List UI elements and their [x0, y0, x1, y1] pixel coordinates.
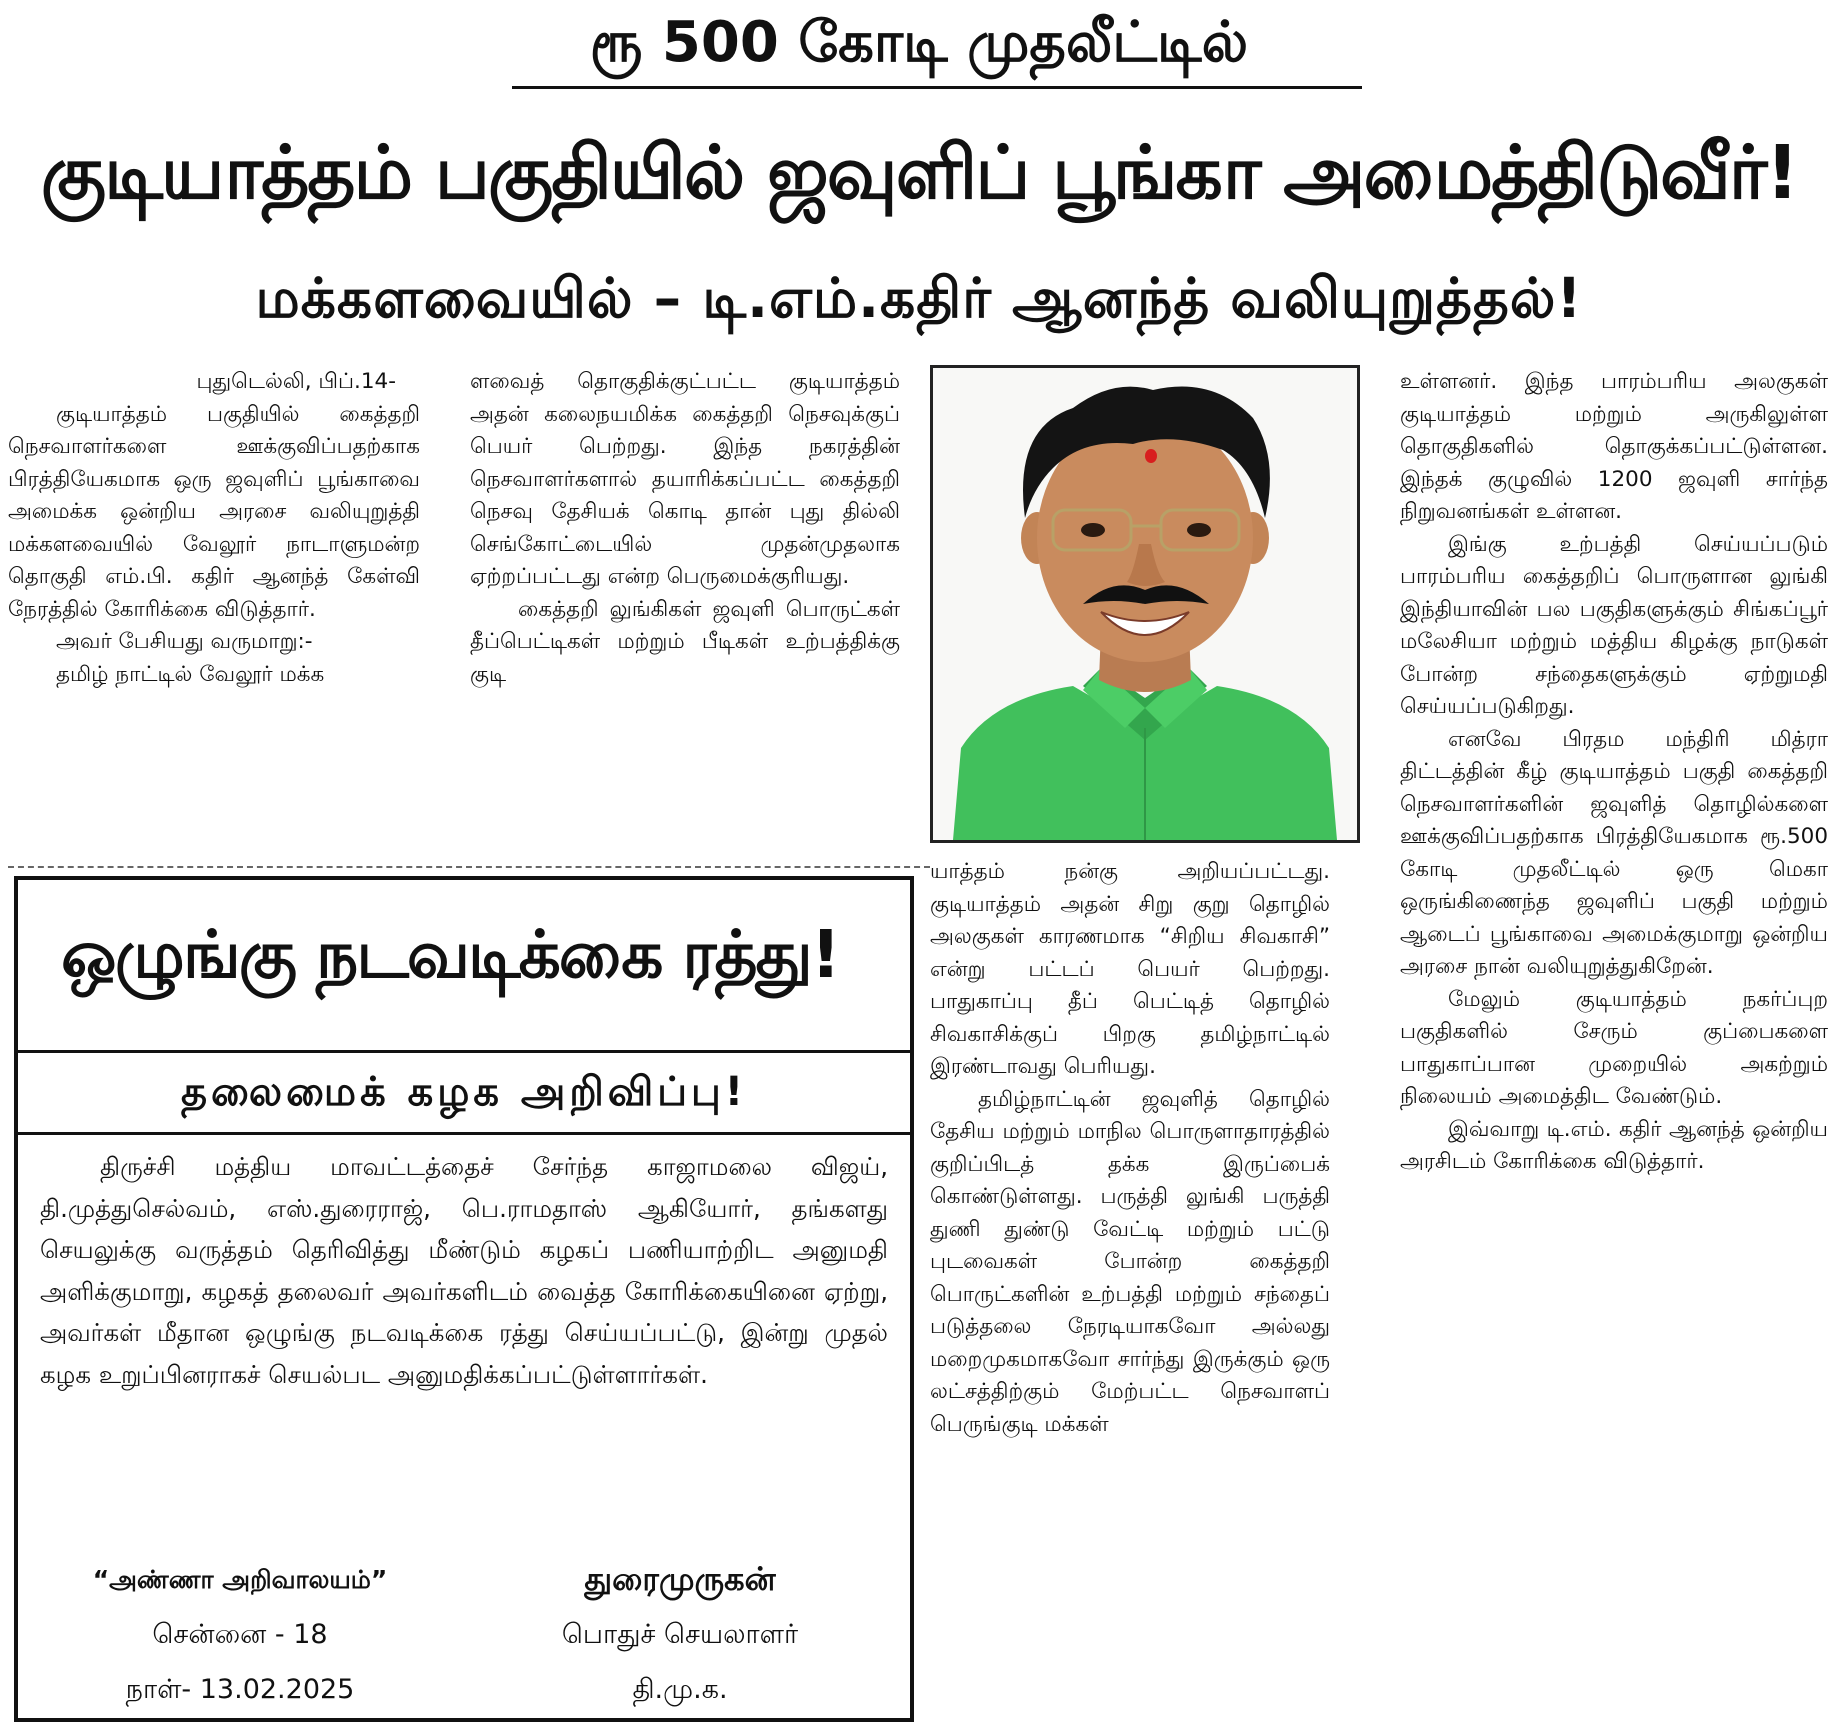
- notice-body-text: திருச்சி மத்திய மாவட்டத்தைச் சேர்ந்த காஜாமலை விஜய், தி.முத்துசெல்வம், எஸ்.துரைராஜ், பெ.ராமதாஸ் ஆகியோர், தங்களது செயலுக்கு வருத்தம் தெரிவித்து மீண்டும் கழகப் பணியாற்றிட அனுமதி அளிக்குமாறு, கழகத் தலைவர் அவர்களிடம் வைத்த கோரிக்கையினை ஏற்று, அவர்கள் மீதான ஒழுங்கு நடவடிக்கை ரத்து செய்யப்பட்டு, இன்று முதல் கழக உறுப்பினராகச் செயல்பட அனுமதிக்கப்பட்டுள்ளார்கள்.: [40, 1152, 888, 1389]
- col2-paragraph-1: ளவைத் தொகுதிக்குட்பட்ட குடியாத்தம் அதன் கலைநயமிக்க கைத்தறி நெசவுக்குப் பெயர் பெற்றது. இந்த நகரத்தின் நெசவாளர்களால் தயாரிக்கப்பட்ட கைத்தறி நெசவு தேசியக் கொடி தான் புது தில்லி செங்கோட்டையில் முதன்முதலாக ஏற்றப்பட்டது என்ற பெருமைக்குரியது.: [470, 369, 900, 589]
- notice-signature-right: [470, 1552, 890, 1717]
- col4-paragraph-3: எனவே பிரதம மந்திரி மித்ரா திட்டத்தின் கீழ் குடியாத்தம் பகுதி கைத்தறி நெசவாளர்களின் ஜவுளித் தொழில்களை ஊக்குவிப்பதற்காக பிரத்தியேகமாக ரூ.500 கோடி முதலீட்டில் ஒரு மெகா ஒருங்கிணைந்த ஜவுளிப் பகுதி மற்றும் ஆடைப் பூங்காவை அமைக்குமாறு ஒன்றிய அரசை நான் வலியுறுத்துகிறேன்.: [1400, 726, 1828, 979]
- notice-signature-left: [40, 1552, 440, 1717]
- col4-paragraph-2: இங்கு உற்பத்தி செய்யப்படும் பாரம்பரிய கைத்தறிப் பொருளான லுங்கி இந்தியாவின் பல பகுதிகளுக்கும் சிங்கப்பூர் மலேசியா மற்றும் மத்திய கிழக்கு நாடுகள் போன்ற சந்தைகளுக்கும் ஏற்றுமதி செய்யப்படுகிறது.: [1400, 531, 1828, 719]
- notice-subtitle: தலைமைக் கழக அறிவிப்பு!: [180, 1069, 748, 1115]
- col3-paragraph-1: யாத்தம் நன்கு அறியப்பட்டது. குடியாத்தம் அதன் சிறு குறு தொழில் அலகுகள் காரணமாக “சிறிய சிவகாசி” என்று பட்டப் பெயர் பெற்றது. பாதுகாப்பு தீப் பெட்டித் தொழில் சிவகாசிக்குப் பிறகு தமிழ்நாட்டில் இரண்டாவது பெரியது.: [930, 859, 1330, 1079]
- main-headline: குடியாத்தம் பகுதியில் ஜவுளிப் பூங்கா அமைத்திடுவீர்!: [40, 130, 1798, 216]
- dashed-divider: [8, 866, 930, 868]
- article-column-4: [1400, 366, 1828, 1179]
- kicker-underline: [512, 86, 1362, 89]
- col1-paragraph-3: தமிழ் நாட்டில் வேலூர் மக்க: [56, 661, 325, 687]
- notice-title: ஒழுங்கு நடவடிக்கை ரத்து!: [61, 916, 839, 993]
- col2-paragraph-2: கைத்தறி லுங்கிகள் ஜவுளி பொருட்கள் தீப்பெட்டிகள் மற்றும் பீடிகள் உற்பத்திக்கு குடி: [470, 596, 900, 687]
- office-city: சென்னை - 18: [152, 1619, 328, 1650]
- article-column-2: [470, 366, 900, 691]
- col1-paragraph-1: குடியாத்தம் பகுதியில் கைத்தறி நெசவாளர்களை ஊக்குவிப்பதற்காக பிரத்தியேகமாக ஒரு ஜவுளிப் பூங்காவை அமைக்க ஒன்றிய அரசை வலியுறுத்தி மக்களவையில் வேலூர் நாடாளுமன்ற தொகுதி எம்.பி. கதிர் ஆனந்த் கேள்வி நேரத்தில் கோரிக்கை விடுத்தார்.: [8, 401, 420, 622]
- col4-paragraph-4: மேலும் குடியாத்தம் நகர்ப்புற பகுதிகளில் சேரும் குப்பைகளை பாதுகாப்பான முறையில் அகற்றும் நிலையம் அமைத்திட வேண்டும்.: [1400, 986, 1828, 1109]
- dateline: புதுடெல்லி, பிப்.14-: [196, 369, 396, 394]
- article-column-3: [930, 856, 1330, 1441]
- signatory-name: துரைமுருகன்: [584, 1560, 776, 1598]
- article-column-1: [8, 366, 420, 691]
- party-name: தி.மு.க.: [632, 1674, 728, 1705]
- col4-paragraph-1: உள்ளனர். இந்த பாரம்பரிய அலகுகள் குடியாத்தம் மற்றும் அருகிலுள்ள தொகுதிகளில் தொகுக்கப்பட்டுள்ளன. இந்தக் குழுவில் 1200 ஜவுளி சார்ந்த நிறுவனங்கள் உள்ளன.: [1400, 369, 1828, 524]
- kicker-headline: ரூ 500 கோடி முதலீட்டில்: [589, 10, 1249, 75]
- office-name: “அண்ணா அறிவாலயம்”: [92, 1565, 388, 1594]
- col3-paragraph-2: தமிழ்நாட்டின் ஜவுளித் தொழில் தேசிய மற்றும் மாநில பொருளாதாரத்தில் குறிப்பிடத் தக்க இருப்பைக் கொண்டுள்ளது. பருத்தி லுங்கி பருத்தி துணி துண்டு வேட்டி மற்றும் பட்டு புடவைகள் போன்ற கைத்தறி பொருட்களின் உற்பத்தி மற்றும் சந்தைப் படுத்தலை நேரடியாகவோ அல்லது மறைமுகமாகவோ சார்ந்து இருக்கும் ஒரு லட்சத்திற்கும் மேற்பட்ட நெசவாளப் பெருங்குடி மக்கள்: [930, 1086, 1330, 1437]
- notice-date: நாள்- 13.02.2025: [125, 1674, 355, 1705]
- notice-divider-top: [14, 1050, 914, 1053]
- signatory-title: பொதுச் செயலாளர்: [561, 1619, 799, 1650]
- portrait-photo: [930, 365, 1360, 843]
- notice-divider-bottom: [14, 1132, 914, 1135]
- sub-headline: மக்களவையில் – டி.எம்.கதிர் ஆனந்த் வலியுறுத்தல்!: [255, 266, 1583, 330]
- portrait-illustration: [933, 368, 1357, 840]
- col1-paragraph-2: அவர் பேசியது வருமாறு:-: [56, 629, 313, 654]
- col4-paragraph-5: இவ்வாறு டி.எம். கதிர் ஆனந்த் ஒன்றிய அரசிடம் கோரிக்கை விடுத்தார்.: [1400, 1116, 1828, 1174]
- notice-body: [40, 1146, 888, 1395]
